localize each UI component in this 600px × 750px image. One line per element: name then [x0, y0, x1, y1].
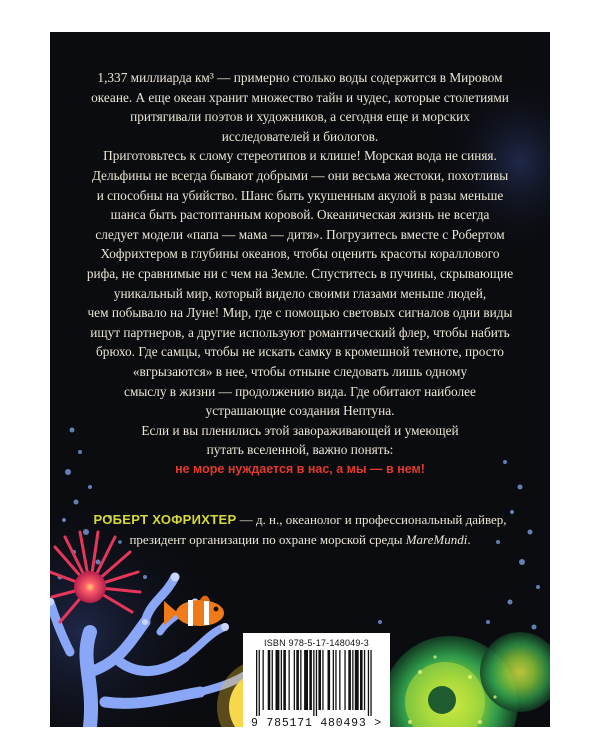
- text-line: устрашающие создания Нептуна.: [205, 403, 395, 419]
- barcode-bar: [352, 650, 353, 710]
- text-line: и способны на убийство. Шанс быть укушенным акулой в разы меньше: [96, 187, 504, 203]
- barcode-bar: [313, 650, 314, 716]
- barcode-bar: [315, 650, 316, 716]
- barcode-bar: [293, 650, 294, 710]
- barcode-digits: 9 785171 480493 >: [251, 717, 382, 730]
- text-line: исследователей и биологов.: [221, 128, 379, 144]
- author-bio-line: [50, 530, 550, 550]
- barcode-bar: [327, 650, 330, 710]
- barcode-bar: [275, 650, 279, 710]
- text-line: чем побывало на Луне! Мир, где с помощью световых сигналов одни виды: [87, 305, 513, 321]
- barcode-bar: [318, 650, 321, 710]
- barcode-bar: [258, 650, 259, 716]
- text-line: следует модели «папа — мама — дитя». Погрузитесь вместе с Робертом: [95, 226, 505, 242]
- barcode-bar: [348, 650, 351, 710]
- description-text: [50, 68, 550, 479]
- barcode-bar: [283, 650, 286, 710]
- author-role: президент организации по охране морской среды: [129, 532, 406, 547]
- barcode-bar: [262, 650, 263, 710]
- period: .: [467, 532, 471, 547]
- isbn-number: ISBN 978-5-17-148049-3: [264, 638, 369, 648]
- barcode-bar: [296, 650, 299, 710]
- barcode-bar: [280, 650, 281, 710]
- text-line: ищут партнеров, а другие используют романтический флер, чтобы набить: [90, 324, 510, 340]
- barcode-bar: [304, 650, 308, 710]
- text-line: Хофрихтером в глубины океанов, чтобы оценить красоты кораллового: [100, 246, 500, 262]
- barcode-bar: [271, 650, 272, 710]
- text-line: рифа, не сравнимые ни с чем на Земле. Спуститесь в пучины, скрывающие: [86, 265, 514, 281]
- author-bio-line: [50, 510, 550, 530]
- barcode-bar: [367, 650, 368, 716]
- barcode-bar: [344, 650, 345, 710]
- barcode-bar: [309, 650, 312, 710]
- text-line: притягивали поэтов и художников, а сегодня еще и морских: [130, 109, 470, 125]
- back-cover: [50, 32, 550, 727]
- author-credentials: — д. н., океанолог и профессиональный дайвер,: [236, 512, 507, 527]
- barcode-bar: [339, 650, 340, 710]
- barcode-icon: [252, 650, 382, 716]
- barcode-bar: [322, 650, 323, 710]
- text-line: смыслу в жизни — продолжению вида. Где обитают наиболее: [124, 383, 476, 399]
- red-anemone-center: [74, 571, 106, 603]
- barcode-bar: [288, 650, 289, 710]
- text-line: Если и вы пленились этой завораживающей и умеющей: [141, 422, 459, 438]
- text-line: путать вселенной, важно понять:: [206, 442, 394, 458]
- text-line: 1,337 миллиарда км³ — примерно столько воды содержится в Мировом: [97, 70, 503, 85]
- text-line: океане. А еще океан хранит множество тайн и чудес, которые столетиями: [91, 89, 509, 105]
- barcode-bar: [354, 650, 358, 710]
- text-line: Приготовьтесь к слому стереотипов и клише! Морская вода не синяя.: [103, 148, 497, 164]
- barcode-bar: [360, 650, 363, 710]
- barcode-bar: [332, 650, 333, 710]
- text-line: «вгрызаются» в нее, чтобы отныне следовать лишь одному: [132, 363, 468, 379]
- author-bio: [50, 510, 550, 550]
- barcode-bar: [300, 650, 301, 710]
- barcode-bar: [256, 650, 257, 716]
- green-coral: [382, 632, 550, 727]
- isbn-barcode: [243, 633, 390, 743]
- emphasis-line: не море нуждается в нас, а мы — в нем!: [175, 461, 425, 476]
- barcode-bar: [363, 650, 364, 710]
- text-line: шанса быть растоптанным коровой. Океаническая жизнь не всегда: [110, 207, 490, 223]
- barcode-bar: [267, 650, 270, 710]
- organization-name: MareMundi: [405, 532, 468, 547]
- barcode-bar: [335, 650, 336, 710]
- author-name: РОБЕРТ ХОФРИХТЕР: [93, 512, 237, 527]
- text-line: брюхо. Где самцы, чтобы не искать самку в кромешной темноте, просто: [96, 344, 504, 360]
- text-line: Дельфины не всегда бывают добрыми — они весьма жестоки, похотливы: [91, 167, 509, 183]
- barcode-bar: [370, 650, 371, 716]
- text-line: уникальный мир, который видело своими глазами меньше людей,: [113, 285, 487, 301]
